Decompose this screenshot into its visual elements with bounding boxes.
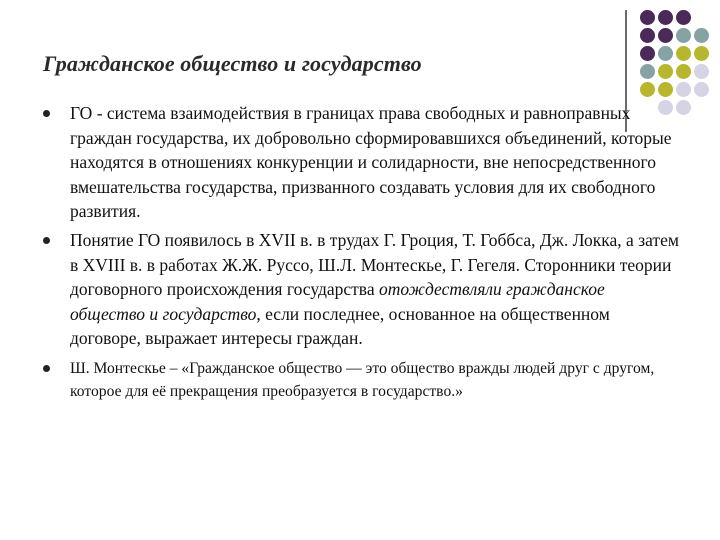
bullet-list: [43, 101, 683, 407]
bullet-text-after: , если последнее, основанное на общественном договоре, выражает интересы граждан.: [70, 303, 610, 349]
decorative-dot: [658, 46, 673, 61]
decorative-dot: [658, 28, 673, 43]
bullet-point-icon: [43, 110, 50, 117]
bullet-item: [43, 228, 683, 351]
decorative-dot: [658, 64, 673, 79]
decorative-dot: [676, 28, 691, 43]
decorative-dot: [694, 46, 709, 61]
bullet-point-icon: [43, 237, 50, 244]
bullet-text: ГО - система взаимодействия в границах права свободных и равноправных граждан государства, их добровольно сформировавшихся объединений, которые находятся в отношениях конкуренции и солидарности, вне непосредственного вмешательства государства, призванного создавать условия для их свободного развития.: [70, 103, 672, 222]
decorative-dot: [694, 28, 709, 43]
decorative-dot: [640, 28, 655, 43]
decorative-dot: [676, 64, 691, 79]
bullet-text-before: Понятие ГО появилось в XVII в. в трудах Г. Гроция, Т. Гоббса, Дж. Локка, а затем в XVIII в. в работах Ж.Ж. Руссо, Ш.Л. Монтескье, Г. Гегеля. Сторонники теории договорного происхождения государства: [70, 229, 679, 300]
bullet-point-icon: [43, 365, 50, 372]
decorative-dot: [676, 46, 691, 61]
decorative-dot: [640, 46, 655, 61]
decorative-dot: [640, 10, 655, 25]
bullet-item: [43, 101, 683, 224]
decorative-dot: [640, 82, 655, 97]
bullet-text: Ш. Монтескье – «Гражданское общество — это общество вражды людей друг с другом, которое для её прекращения преобразуется в государство.»: [70, 359, 655, 400]
bullet-item: [43, 357, 683, 403]
decorative-dot: [658, 82, 673, 97]
slide-title: Гражданское общество и государство: [43, 51, 422, 76]
decorative-dot: [694, 64, 709, 79]
bullet-text-emphasis: отождествляли гражданское общество и государство: [70, 279, 605, 324]
decorative-dot: [676, 82, 691, 97]
decorative-dot: [658, 10, 673, 25]
decorative-dot: [676, 10, 691, 25]
decorative-dot: [694, 82, 709, 97]
decorative-dot: [640, 64, 655, 79]
